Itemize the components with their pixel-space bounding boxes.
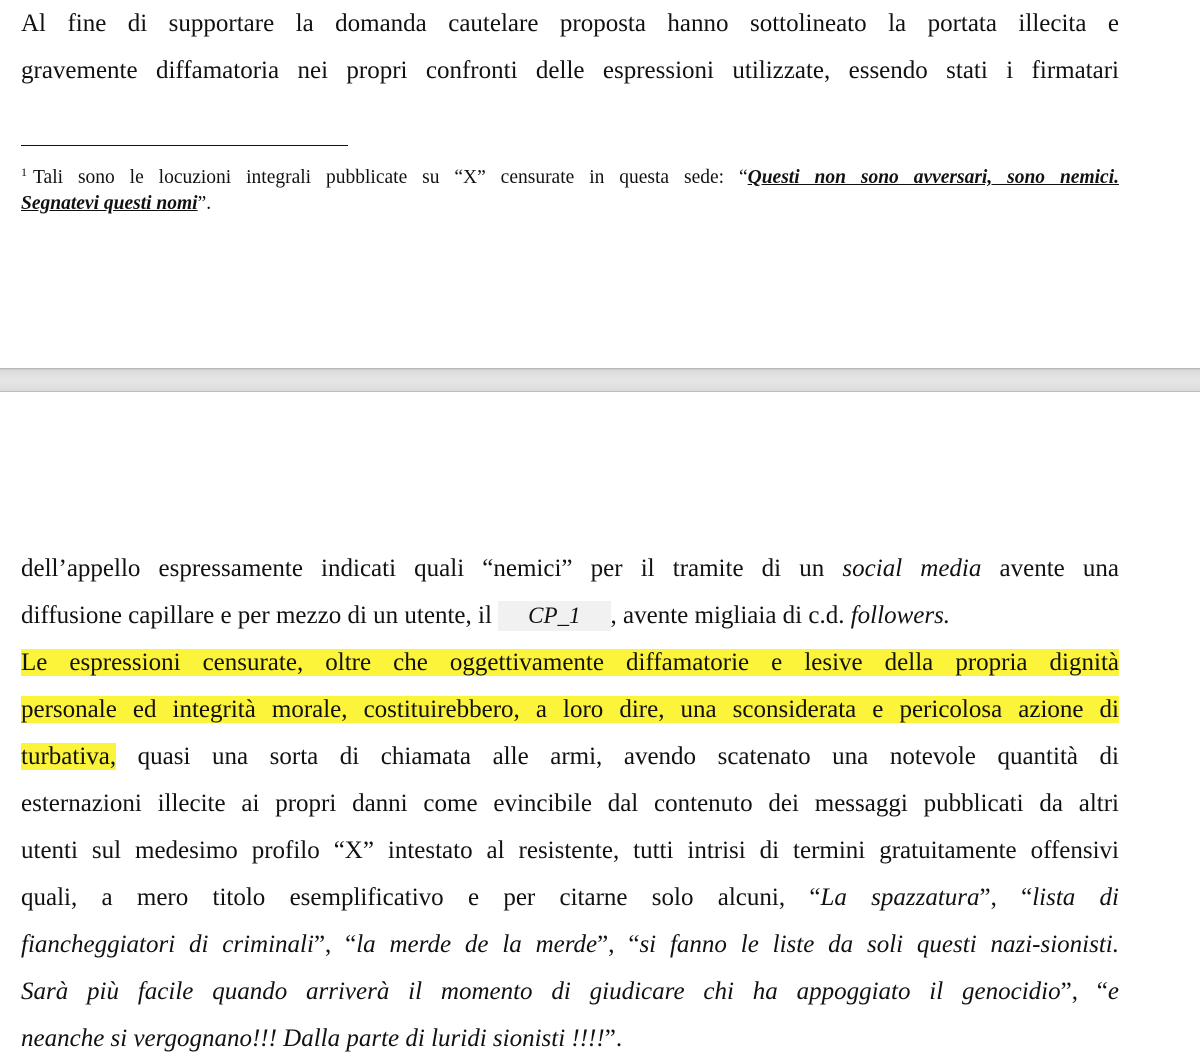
paragraph-line: Al fine di supportare la domanda cautelare proposta hanno sottolineato la portata illecita e — [21, 10, 1119, 37]
paragraph-line: esternazioni illecite ai propri danni come evincibile dal contenuto dei messaggi pubblicati da altri — [21, 790, 1119, 817]
document-page-top — [0, 0, 1200, 368]
highlighted-text: Le espressioni censurate, oltre che oggettivamente diffamatorie e lesive della propria dignità — [21, 649, 1119, 676]
italic-run: fiancheggiatori di criminali — [21, 931, 314, 958]
paragraph-line-highlighted — [21, 686, 1119, 733]
italic-run: social media — [842, 555, 982, 582]
document-page-bottom — [0, 392, 1200, 1060]
footnote-number: 1 — [21, 165, 27, 179]
page-break — [0, 368, 1200, 392]
paragraph-line — [21, 921, 1119, 968]
italic-run: la merde de la merde — [356, 931, 598, 958]
text-run: quali, a mero titolo esemplificativo e per citarne solo alcuni, “ — [21, 884, 821, 911]
paragraph-line — [21, 968, 1119, 1015]
footnote-line — [21, 157, 1119, 188]
text-run: dell’appello espressamente indicati quali “nemici” per il tramite di un — [21, 555, 843, 582]
paragraph-line-highlighted — [21, 639, 1119, 686]
italic-run: lista di — [1032, 884, 1120, 911]
footnote-quote: Questi non sono avversari, sono nemici. — [747, 167, 1119, 188]
paragraph-line — [21, 592, 1119, 639]
paragraph-line — [21, 874, 1119, 921]
paragraph-line: gravemente diffamatoria nei propri confronti delle espressioni utilizzate, essendo stati i firmatari — [21, 57, 1119, 84]
text-run: ”. — [604, 1025, 623, 1052]
highlighted-text: turbativa, — [21, 743, 117, 770]
italic-run: La spazzatura — [820, 884, 980, 911]
italic-run: neanche si vergognano!!! Dalla parte di luridi sionisti !!!! — [21, 1025, 605, 1052]
italic-run: si fanno le liste da soli questi nazi-sionisti. — [639, 931, 1119, 958]
redacted-name-box: CP_1 — [498, 601, 610, 631]
footnote-line — [21, 188, 1119, 219]
italic-run: followers. — [850, 602, 951, 629]
highlighted-text: personale ed integrità morale, costituirebbero, a loro dire, una sconsiderata e pericolosa azione di — [21, 696, 1119, 723]
paragraph-line — [21, 1015, 1119, 1062]
footnote — [21, 157, 1119, 219]
paragraph-continued — [21, 0, 1119, 94]
text-run: ”, “ — [979, 884, 1033, 911]
paragraph-line — [21, 545, 1119, 592]
paragraph-body — [21, 545, 1119, 1062]
footnote-quote: Segnatevi questi nomi — [21, 193, 198, 214]
footnote-separator — [21, 145, 348, 146]
text-run: ”, “ — [313, 931, 357, 958]
italic-run: Sarà più facile quando arriverà il momento di giudicare chi ha appoggiato il genocidio — [21, 978, 1061, 1005]
text-run: quasi una sorta di chiamata alle armi, avendo scatenato una notevole quantità di — [116, 743, 1119, 770]
paragraph-line: utenti sul medesimo profilo “X” intestato al resistente, tutti intrisi di termini gratuitamente offensivi — [21, 837, 1119, 864]
italic-run: e — [1107, 978, 1119, 1005]
footnote-text-end: ”. — [197, 193, 212, 214]
footnote-text: Tali sono le locuzioni integrali pubblicate su “X” censurate in questa sede: “ — [33, 167, 748, 188]
text-run: , avente migliaia di c.d. — [610, 602, 851, 629]
text-run: ”, “ — [597, 931, 640, 958]
paragraph-line — [21, 733, 1119, 780]
text-run: avente una — [981, 555, 1119, 582]
text-run: diffusione capillare e per mezzo di un utente, il — [21, 602, 499, 629]
text-run: ”, “ — [1060, 978, 1108, 1005]
